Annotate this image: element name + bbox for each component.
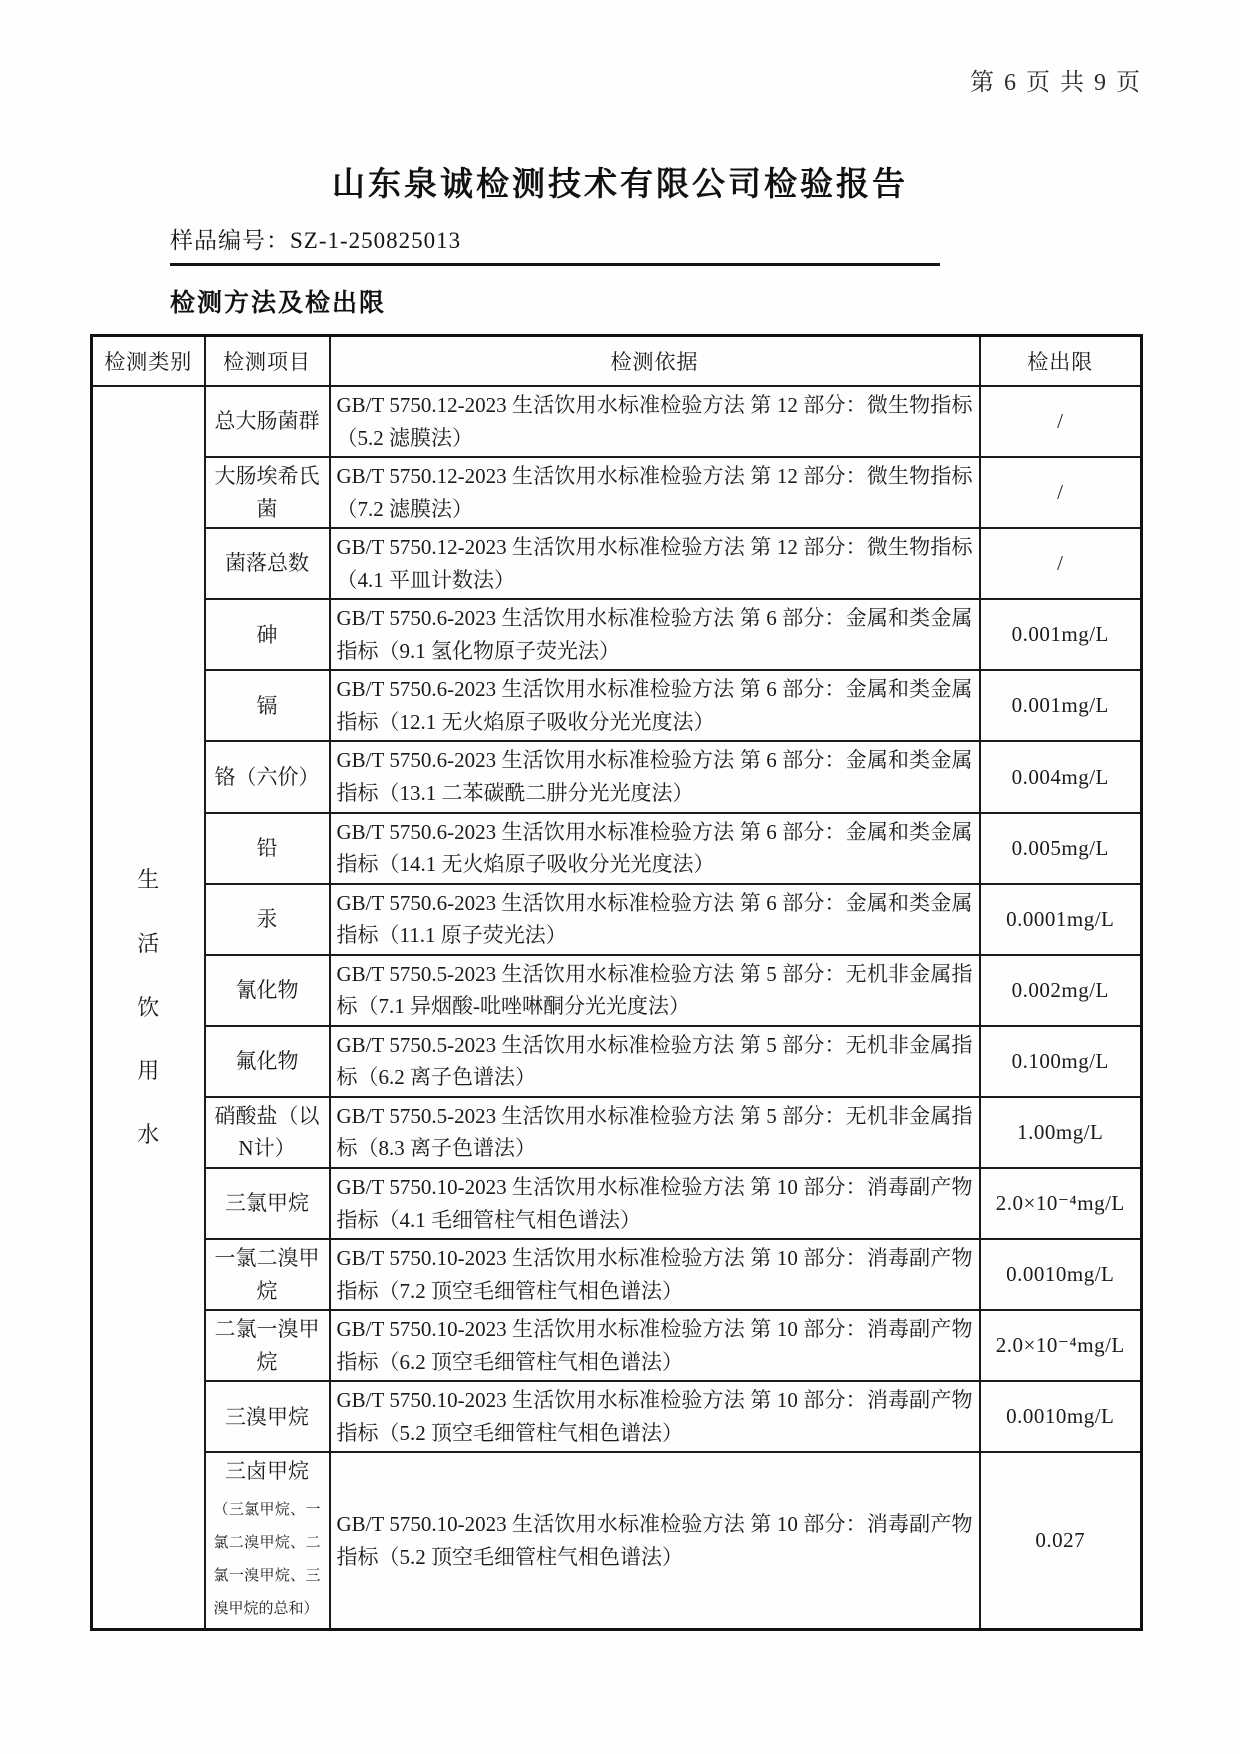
page-number: 第 6 页 共 9 页 xyxy=(970,70,1142,96)
row-limit: 0.100mg/L xyxy=(980,1026,1142,1097)
row-basis: GB/T 5750.12-2023 生活饮用水标准检验方法 第 12 部分：微生物指标（5.2 滤膜法） xyxy=(330,386,980,457)
table-row xyxy=(92,528,1142,599)
row-basis: GB/T 5750.6-2023 生活饮用水标准检验方法 第 6 部分：金属和类金属指标（9.1 氢化物原子荧光法） xyxy=(330,599,980,670)
row-item: 氟化物 xyxy=(205,1026,330,1097)
table-row xyxy=(92,670,1142,741)
table-row xyxy=(92,1168,1142,1239)
row-basis: GB/T 5750.5-2023 生活饮用水标准检验方法 第 5 部分：无机非金属指标（7.1 异烟酸-吡唑啉酮分光光度法） xyxy=(330,955,980,1026)
sample-number-label: 样品编号： xyxy=(170,228,290,253)
row-limit: 0.005mg/L xyxy=(980,813,1142,884)
table-row xyxy=(92,741,1142,812)
table-row xyxy=(92,457,1142,528)
row-basis: GB/T 5750.12-2023 生活饮用水标准检验方法 第 12 部分：微生物指标（4.1 平皿计数法） xyxy=(330,528,980,599)
row-limit: / xyxy=(980,386,1142,457)
table-row xyxy=(92,1026,1142,1097)
row-basis: GB/T 5750.10-2023 生活饮用水标准检验方法 第 10 部分：消毒副产物指标（5.2 顶空毛细管柱气相色谱法） xyxy=(330,1381,980,1452)
category-label: 生活饮用水 xyxy=(137,866,160,1148)
table-row xyxy=(92,599,1142,670)
table-row xyxy=(92,955,1142,1026)
sample-number-line xyxy=(170,222,940,266)
row-basis: GB/T 5750.6-2023 生活饮用水标准检验方法 第 6 部分：金属和类金属指标（13.1 二苯碳酰二肼分光光度法） xyxy=(330,741,980,812)
row-item: 铅 xyxy=(205,813,330,884)
row-basis: GB/T 5750.10-2023 生活饮用水标准检验方法 第 10 部分：消毒副产物指标（5.2 顶空毛细管柱气相色谱法） xyxy=(330,1452,980,1629)
table-row xyxy=(92,1452,1142,1629)
row-basis: GB/T 5750.6-2023 生活饮用水标准检验方法 第 6 部分：金属和类金属指标（12.1 无火焰原子吸收分光光度法） xyxy=(330,670,980,741)
table-header-row xyxy=(92,336,1142,387)
header-basis: 检测依据 xyxy=(330,336,980,387)
header-category: 检测类别 xyxy=(92,336,205,387)
row-basis: GB/T 5750.6-2023 生活饮用水标准检验方法 第 6 部分：金属和类金属指标（14.1 无火焰原子吸收分光光度法） xyxy=(330,813,980,884)
row-limit: 0.0001mg/L xyxy=(980,884,1142,955)
table-row xyxy=(92,386,1142,457)
row-item: 铬（六价） xyxy=(205,741,330,812)
row-limit: 0.001mg/L xyxy=(980,670,1142,741)
row-item: 镉 xyxy=(205,670,330,741)
row-item xyxy=(205,1452,330,1629)
row-limit: / xyxy=(980,528,1142,599)
table-row xyxy=(92,1097,1142,1168)
detection-methods-table xyxy=(90,334,1143,1631)
row-item: 砷 xyxy=(205,599,330,670)
table-row xyxy=(92,884,1142,955)
row-limit: 0.0010mg/L xyxy=(980,1239,1142,1310)
row-item: 大肠埃希氏菌 xyxy=(205,457,330,528)
header-limit: 检出限 xyxy=(980,336,1142,387)
row-limit: 0.002mg/L xyxy=(980,955,1142,1026)
report-title: 山东泉诚检测技术有限公司检验报告 xyxy=(332,167,908,203)
header-item: 检测项目 xyxy=(205,336,330,387)
row-item: 总大肠菌群 xyxy=(205,386,330,457)
row-limit: 0.004mg/L xyxy=(980,741,1142,812)
row-item-main: 三卤甲烷 xyxy=(225,1459,309,1484)
row-limit: 2.0×10⁻⁴mg/L xyxy=(980,1310,1142,1381)
section-heading: 检测方法及检出限 xyxy=(170,290,387,317)
row-item: 三溴甲烷 xyxy=(205,1381,330,1452)
row-item: 三氯甲烷 xyxy=(205,1168,330,1239)
table-row xyxy=(92,1239,1142,1310)
table-row xyxy=(92,1381,1142,1452)
sample-number-value: SZ-1-250825013 xyxy=(290,228,462,253)
row-item: 汞 xyxy=(205,884,330,955)
row-limit: / xyxy=(980,457,1142,528)
row-limit: 2.0×10⁻⁴mg/L xyxy=(980,1168,1142,1239)
row-limit: 0.027 xyxy=(980,1452,1142,1629)
category-cell xyxy=(92,386,205,1629)
row-item: 一氯二溴甲烷 xyxy=(205,1239,330,1310)
row-basis: GB/T 5750.6-2023 生活饮用水标准检验方法 第 6 部分：金属和类金属指标（11.1 原子荧光法） xyxy=(330,884,980,955)
row-basis: GB/T 5750.5-2023 生活饮用水标准检验方法 第 5 部分：无机非金属指标（6.2 离子色谱法） xyxy=(330,1026,980,1097)
row-basis: GB/T 5750.5-2023 生活饮用水标准检验方法 第 5 部分：无机非金属指标（8.3 离子色谱法） xyxy=(330,1097,980,1168)
row-limit: 0.0010mg/L xyxy=(980,1381,1142,1452)
row-basis: GB/T 5750.10-2023 生活饮用水标准检验方法 第 10 部分：消毒副产物指标（6.2 顶空毛细管柱气相色谱法） xyxy=(330,1310,980,1381)
row-limit: 0.001mg/L xyxy=(980,599,1142,670)
row-limit: 1.00mg/L xyxy=(980,1097,1142,1168)
row-item-note: （三氯甲烷、一氯二溴甲烷、二氯一溴甲烷、三溴甲烷的总和） xyxy=(213,1501,321,1617)
table-row xyxy=(92,813,1142,884)
row-basis: GB/T 5750.10-2023 生活饮用水标准检验方法 第 10 部分：消毒副产物指标（4.1 毛细管柱气相色谱法） xyxy=(330,1168,980,1239)
row-item: 二氯一溴甲烷 xyxy=(205,1310,330,1381)
row-item: 硝酸盐（以N计） xyxy=(205,1097,330,1168)
row-item: 氰化物 xyxy=(205,955,330,1026)
row-item: 菌落总数 xyxy=(205,528,330,599)
row-basis: GB/T 5750.12-2023 生活饮用水标准检验方法 第 12 部分：微生物指标（7.2 滤膜法） xyxy=(330,457,980,528)
table-row xyxy=(92,1310,1142,1381)
row-basis: GB/T 5750.10-2023 生活饮用水标准检验方法 第 10 部分：消毒副产物指标（7.2 顶空毛细管柱气相色谱法） xyxy=(330,1239,980,1310)
